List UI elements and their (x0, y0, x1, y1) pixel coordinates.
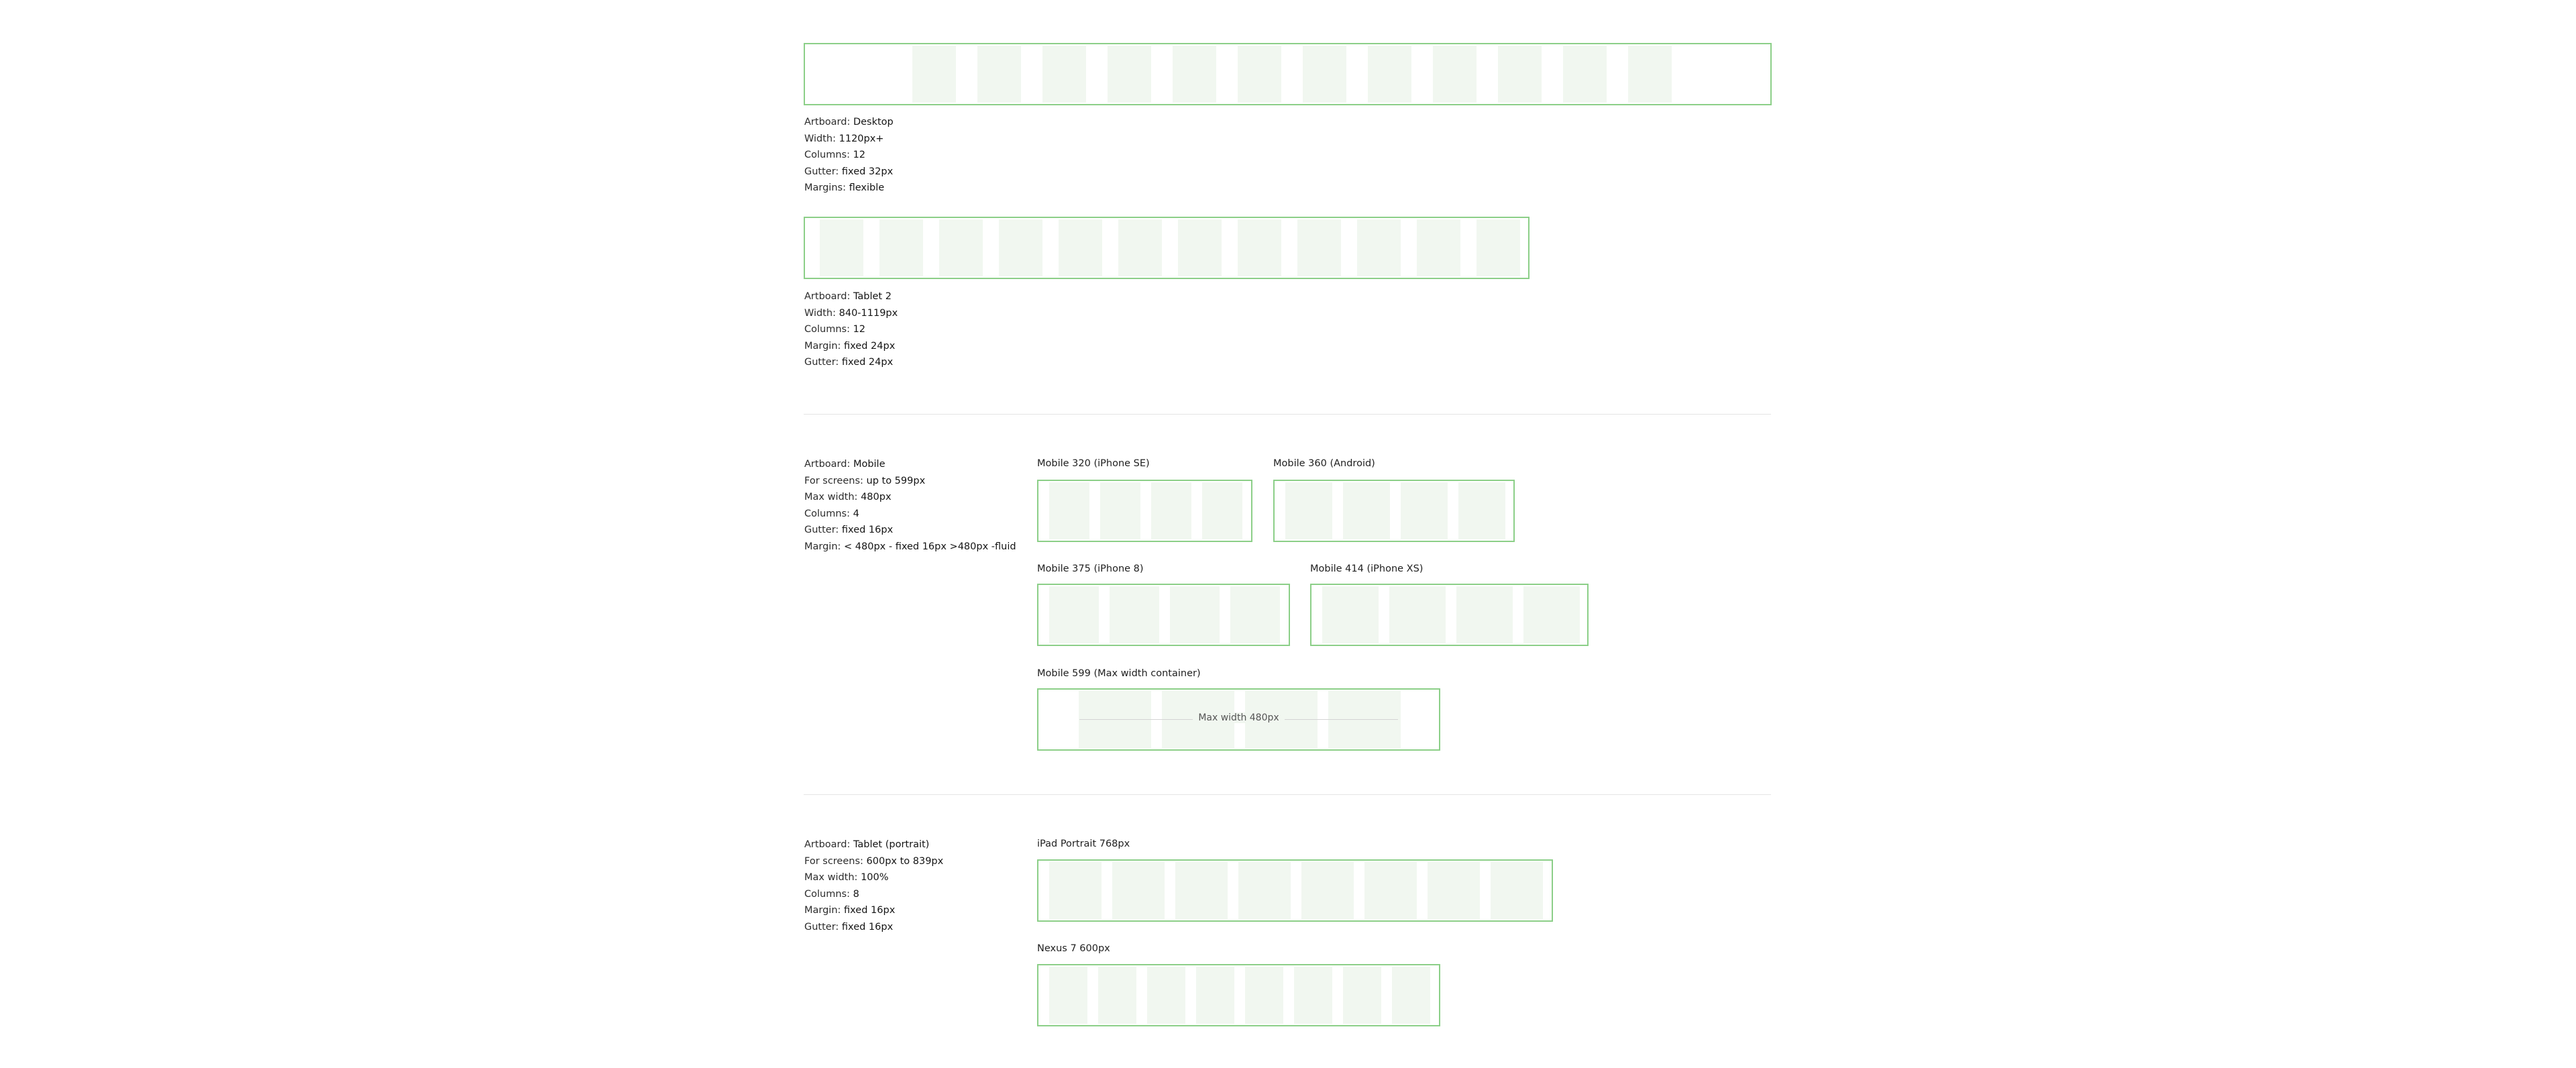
grid-column (1238, 219, 1281, 276)
spec-row-artboard: Artboard: Mobile (804, 459, 885, 470)
frame-label-ipad-portrait: iPad Portrait 768px (1037, 839, 1130, 849)
grid-column (1294, 967, 1332, 1024)
mobile-360-artboard (1273, 480, 1515, 542)
grid-column (879, 219, 923, 276)
frame-label-nexus-7: Nexus 7 600px (1037, 943, 1110, 954)
ipad-portrait-artboard (1037, 859, 1553, 922)
spec-row-margins: Margins: flexible (804, 182, 885, 193)
frame-label-mobile-360: Mobile 360 (Android) (1273, 458, 1375, 469)
spec-row-margin: Margin: fixed 16px (804, 905, 896, 916)
max-width-label: Max width 480px (1038, 712, 1439, 723)
spec-row-gutter: Gutter: fixed 24px (804, 357, 894, 368)
section-divider (804, 414, 1771, 415)
grid-column (1392, 967, 1430, 1024)
grid-column (999, 219, 1042, 276)
tablet-portrait-spec (804, 837, 943, 935)
grid-column (977, 46, 1021, 103)
desktop-spec (804, 114, 894, 197)
grid-column (1628, 46, 1672, 103)
grid-column (1523, 586, 1580, 643)
grid-column (1458, 482, 1505, 539)
frame-label-mobile-375: Mobile 375 (iPhone 8) (1037, 564, 1144, 574)
grid-column (1477, 219, 1520, 276)
grid-column (1343, 967, 1381, 1024)
grid-column (1245, 967, 1283, 1024)
grid-column (1498, 46, 1542, 103)
frame-label-mobile-414: Mobile 414 (iPhone XS) (1310, 564, 1424, 574)
grid-column (1322, 586, 1379, 643)
grid-column (1343, 482, 1390, 539)
grid-column (1108, 46, 1151, 103)
section-divider (804, 794, 1771, 795)
grid-column (1049, 862, 1102, 919)
grid-column (1112, 862, 1165, 919)
grid-column (1389, 586, 1446, 643)
grid-column (1428, 862, 1480, 919)
spec-row-screens: For screens: 600px to 839px (804, 855, 944, 867)
spec-row-gutter: Gutter: fixed 16px (804, 921, 894, 932)
spec-row-width: Width: 1120px+ (804, 133, 884, 144)
grid-column (1401, 482, 1448, 539)
grid-column (1110, 586, 1159, 643)
grid-column (1301, 862, 1354, 919)
spec-row-max-width: Max width: 480px (804, 492, 892, 502)
grid-column (1059, 219, 1102, 276)
grid-column (1364, 862, 1417, 919)
spec-row-columns: Columns: 4 (804, 508, 859, 519)
grid-column (1049, 586, 1099, 643)
grid-column (1433, 46, 1477, 103)
grid-column (939, 219, 983, 276)
grid-column (1563, 46, 1607, 103)
grid-column (1170, 586, 1220, 643)
mobile-spec (804, 456, 1016, 555)
grid-column (1491, 862, 1543, 919)
grid-column (1285, 482, 1332, 539)
spec-row-screens: For screens: up to 599px (804, 475, 926, 486)
grid-column (1196, 967, 1234, 1024)
mobile-320-artboard (1037, 480, 1252, 542)
grid-column (1303, 46, 1346, 103)
nexus-7-artboard (1037, 964, 1440, 1026)
spec-row-artboard: Artboard: Tablet (portrait) (804, 839, 930, 850)
spec-row-columns: Columns: 12 (804, 150, 866, 160)
grid-column (1297, 219, 1341, 276)
mobile-414-artboard (1310, 584, 1589, 646)
frame-label-mobile-599: Mobile 599 (Max width container) (1037, 668, 1201, 679)
spec-row-columns: Columns: 12 (804, 324, 866, 335)
spec-row-gutter: Gutter: fixed 16px (804, 525, 894, 535)
grid-column (1178, 219, 1222, 276)
spec-row-gutter: Gutter: fixed 32px (804, 166, 894, 177)
grid-column (912, 46, 956, 103)
spec-row-columns: Columns: 8 (804, 888, 859, 900)
grid-column (1230, 586, 1280, 643)
grid-column (1147, 967, 1185, 1024)
spec-row-max-width: Max width: 100% (804, 872, 889, 883)
tablet2-spec (804, 288, 898, 371)
grid-column (1151, 482, 1191, 539)
grid-column (1238, 46, 1281, 103)
grid-column (1417, 219, 1460, 276)
tablet2-artboard (804, 217, 1529, 279)
spec-row-margin: Margin: < 480px - fixed 16px >480px -fluid (804, 541, 1016, 552)
grid-column (1049, 967, 1087, 1024)
grid-column (1175, 862, 1228, 919)
grid-column (1100, 482, 1140, 539)
grid-column (1357, 219, 1401, 276)
grid-column (1368, 46, 1411, 103)
mobile-375-artboard (1037, 584, 1290, 646)
grid-column (1098, 967, 1136, 1024)
desktop-artboard (804, 43, 1772, 105)
grid-column (1049, 482, 1089, 539)
grid-column (1238, 862, 1291, 919)
grid-column (1042, 46, 1086, 103)
spec-row-width: Width: 840-1119px (804, 307, 898, 319)
grid-column (1173, 46, 1216, 103)
spec-row-margin: Margin: fixed 24px (804, 340, 896, 352)
spec-row-artboard: Artboard: Desktop (804, 117, 894, 127)
grid-column (1118, 219, 1162, 276)
mobile-599-artboard (1037, 688, 1440, 751)
grid-column (820, 219, 863, 276)
frame-label-mobile-320: Mobile 320 (iPhone SE) (1037, 458, 1150, 469)
grid-column (1202, 482, 1242, 539)
grid-column (1456, 586, 1513, 643)
spec-row-artboard: Artboard: Tablet 2 (804, 291, 892, 302)
